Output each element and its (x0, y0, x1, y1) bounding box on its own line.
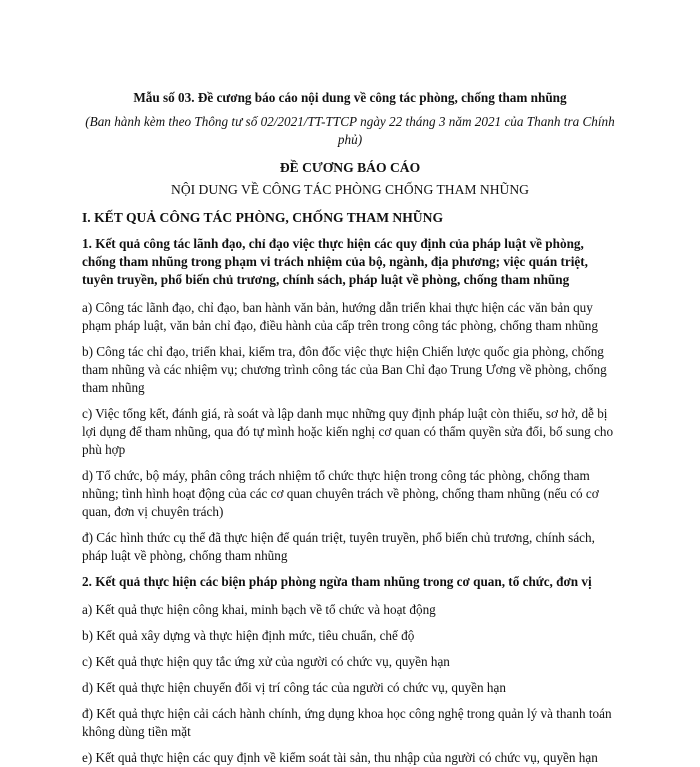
subsection-2-item-d: d) Kết quả thực hiện chuyển đổi vị trí công tác của người có chức vụ, quyền hạn (82, 680, 506, 695)
subsection-2-item-dd: đ) Kết quả thực hiện cải cách hành chính, ứng dụng khoa học công nghệ trong quản lý và thanh toán không dùng tiền mặt (82, 706, 612, 739)
subsection-2-item-c: c) Kết quả thực hiện quy tắc ứng xử của người có chức vụ, quyền hạn (82, 654, 450, 669)
form-title: Mẫu số 03. Đề cương báo cáo nội dung về công tác phòng, chống tham nhũng (133, 90, 567, 105)
document-heading: ĐỀ CƯƠNG BÁO CÁO (279, 160, 421, 175)
subsection-1-title: 1. Kết quả công tác lãnh đạo, chỉ đạo việc thực hiện các quy định của pháp luật về phòng, chống tham nhũng trong phạm vi trách nhiệm của bộ, ngành, địa phương; việc quán triệt, tuyên truyền, phổ biến chủ trương, chính sách, pháp luật về phòng, chống tham nhũng (82, 236, 588, 287)
subsection-1-item-d: d) Tổ chức, bộ máy, phân công trách nhiệm tổ chức thực hiện trong công tác phòng, chống tham nhũng; tình hình hoạt động của các cơ quan chuyên trách về phòng, chống tham nhũng (nếu có cơ quan, đơn vị chuyên trách) (82, 468, 599, 519)
subsection-2-title: 2. Kết quả thực hiện các biện pháp phòng ngừa tham nhũng trong cơ quan, tổ chức, đơn vị (82, 574, 592, 589)
subsection-1-item-a: a) Công tác lãnh đạo, chỉ đạo, ban hành văn bản, hướng dẫn triển khai thực hiện các văn bản quy phạm pháp luật, văn bản chỉ đạo, điều hành của cấp trên trong công tác phòng, chống tham nhũng (82, 300, 598, 333)
section-1-title: I. KẾT QUẢ CÔNG TÁC PHÒNG, CHỐNG THAM NHŨNG (82, 210, 444, 225)
subsection-2-item-b: b) Kết quả xây dựng và thực hiện định mức, tiêu chuẩn, chế độ (82, 628, 415, 643)
subsection-1-item-c: c) Việc tổng kết, đánh giá, rà soát và lập danh mục những quy định pháp luật còn thiếu, sơ hở, dễ bị lợi dụng để tham nhũng, qua đó tự mình hoặc kiến nghị cơ quan có thẩm quyền sửa đổi, bổ sung cho phù hợp (82, 406, 614, 457)
subsection-1-item-dd: đ) Các hình thức cụ thể đã thực hiện để quán triệt, tuyên truyền, phổ biến chủ trương, chính sách, pháp luật về phòng, chống tham nhũng (82, 530, 595, 563)
form-subtitle: (Ban hành kèm theo Thông tư số 02/2021/TT-TTCP ngày 22 tháng 3 năm 2021 của Thanh tra Chính phủ) (85, 114, 615, 147)
document-subheading: NỘI DUNG VỀ CÔNG TÁC PHÒNG CHỐNG THAM NHŨNG (171, 182, 529, 197)
subsection-2-item-a: a) Kết quả thực hiện công khai, minh bạch về tổ chức và hoạt động (82, 602, 436, 617)
subsection-1-item-b: b) Công tác chỉ đạo, triển khai, kiểm tra, đôn đốc việc thực hiện Chiến lược quốc gia phòng, chống tham nhũng và các nhiệm vụ; chương trình công tác của Ban Chỉ đạo Trung Ương về phòng, chống tham nhũng (82, 344, 607, 395)
subsection-2-item-e: e) Kết quả thực hiện các quy định về kiểm soát tài sản, thu nhập của người có chức vụ, quyền hạn (82, 750, 598, 765)
